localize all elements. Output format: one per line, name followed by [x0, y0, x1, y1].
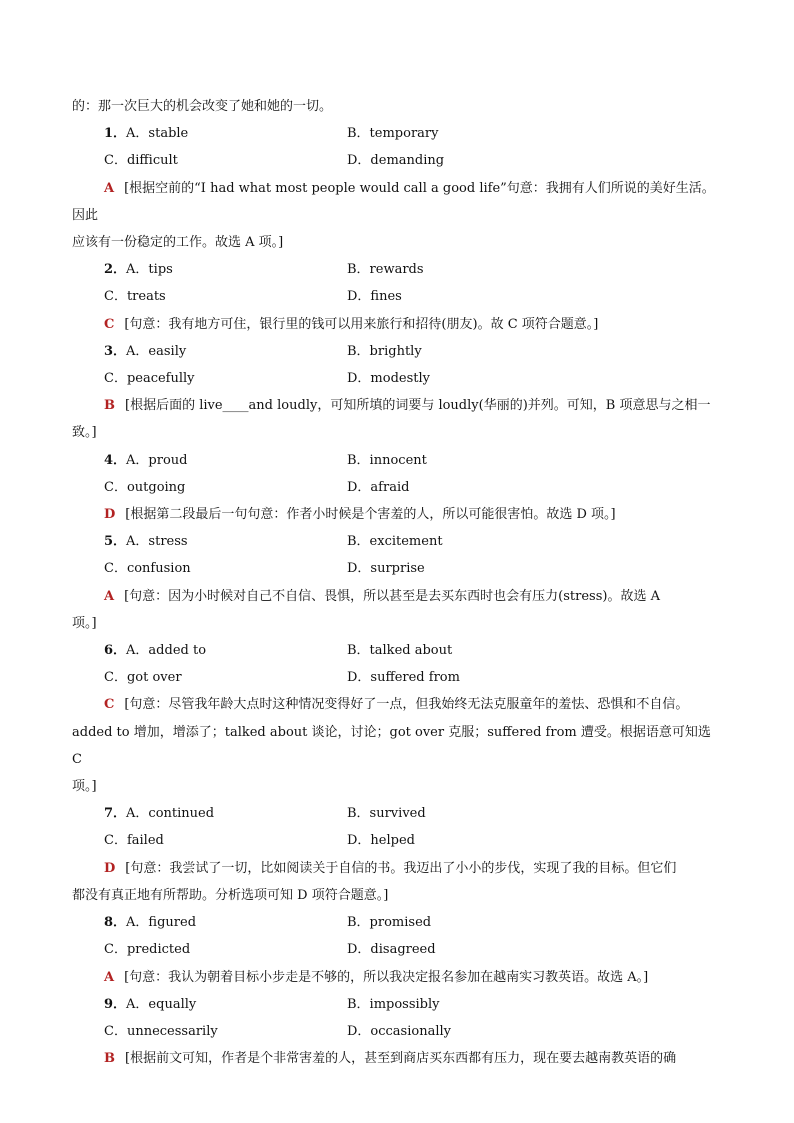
option-text: D．demanding [347, 153, 445, 169]
option-b [347, 909, 431, 936]
option-text: A．added to [126, 643, 207, 659]
option-text: C．peacefully [104, 371, 195, 387]
option-text: C．difficult [104, 153, 178, 169]
option-text: D．afraid [347, 479, 410, 495]
explanation-text: [句意：我有地方可住，银行里的钱可以用来旅行和招待(朋友)。故 C 项符合题意。] [124, 316, 599, 332]
option-b [347, 991, 440, 1018]
document-content [72, 93, 724, 1072]
option-text: B．brightly [347, 343, 422, 359]
option-b [347, 637, 452, 664]
option-a [104, 800, 347, 827]
option-c [104, 283, 347, 310]
answer-line [72, 175, 724, 229]
option-text: D．surprise [347, 561, 425, 577]
option-text: B．innocent [347, 452, 427, 468]
option-b [347, 800, 426, 827]
option-text: C．treats [104, 289, 166, 305]
option-text: C．outgoing [104, 479, 186, 495]
question-number: 7． [104, 806, 127, 822]
option-a [104, 120, 347, 147]
option-text: C．failed [104, 833, 164, 849]
answer-letter: A [104, 588, 115, 604]
explanation-continuation [72, 610, 724, 637]
option-text: A．tips [126, 262, 173, 278]
question-block [72, 120, 724, 256]
explanation-text: [句意：因为小时候对自己不自信、畏惧，所以甚至是去买东西时也会有压力(stress)。故选 A [124, 588, 660, 604]
answer-line [72, 392, 724, 419]
answer-letter: A [104, 180, 115, 196]
option-text: B．temporary [347, 126, 439, 142]
option-a [104, 256, 347, 283]
answer-line [72, 583, 724, 610]
option-c [104, 147, 347, 174]
answer-letter: C [104, 316, 115, 332]
option-row [72, 637, 724, 664]
question-number: 9． [104, 996, 127, 1012]
question-number: 6． [104, 643, 127, 659]
answer-letter: B [104, 1051, 115, 1067]
question-number: 2． [104, 262, 127, 278]
option-text: C．confusion [104, 561, 191, 577]
intro-text: 的：那一次巨大的机会改变了她和她的一切。 [72, 99, 333, 114]
answer-letter: B [104, 398, 115, 414]
option-d [347, 474, 409, 501]
option-row [72, 528, 724, 555]
option-text: A．equally [126, 996, 197, 1012]
option-text: D．suffered from [347, 670, 460, 686]
question-number: 4． [104, 452, 127, 468]
option-row [72, 827, 724, 854]
question-number: 3． [104, 343, 127, 359]
question-block [72, 447, 724, 529]
option-a [104, 338, 347, 365]
option-row [72, 256, 724, 283]
explanation-text: 致。] [72, 425, 97, 441]
option-text: D．occasionally [347, 1023, 452, 1039]
option-b [347, 528, 443, 555]
answer-letter: C [104, 697, 115, 713]
option-c [104, 365, 347, 392]
answer-line [72, 691, 724, 718]
option-c [104, 474, 347, 501]
option-row [72, 555, 724, 582]
option-b [347, 447, 427, 474]
option-text: A．easily [126, 343, 187, 359]
option-text: B．excitement [347, 534, 443, 550]
option-c [104, 1018, 347, 1045]
option-text: C．predicted [104, 942, 191, 958]
explanation-text: [句意：我认为朝着目标小步走是不够的，所以我决定报名参加在越南实习教英语。故选 A。] [124, 969, 649, 985]
option-row [72, 991, 724, 1018]
question-block [72, 800, 724, 909]
option-row [72, 664, 724, 691]
explanation-text: 项。] [72, 615, 97, 631]
option-b [347, 338, 422, 365]
option-text: A．continued [126, 806, 215, 822]
option-text: B．rewards [347, 262, 424, 278]
option-c [104, 555, 347, 582]
question-list [72, 120, 724, 1072]
option-text: A．figured [126, 915, 197, 931]
option-d [347, 936, 436, 963]
option-b [347, 120, 438, 147]
option-row [72, 936, 724, 963]
explanation-continuation [72, 882, 724, 909]
option-text: A．stable [126, 126, 189, 142]
question-number: 8． [104, 915, 127, 931]
explanation-text: [句意：我尝试了一切，比如阅读关于自信的书。我迈出了小小的步伐，实现了我的目标。但它们 [125, 860, 677, 876]
explanation-continuation [72, 773, 724, 800]
option-row [72, 365, 724, 392]
option-text: A．stress [126, 534, 188, 550]
option-c [104, 936, 347, 963]
option-text: D．modestly [347, 371, 430, 387]
explanation-text: 都没有真正地有所帮助。分析选项可知 D 项符合题意。] [72, 887, 389, 903]
explanation-text: [根据后面的 live____and loudly，可知所填的词要与 loudly(华丽的)并列。可知，B 项意思与之相一 [125, 398, 711, 414]
option-text: C．unnecessarily [104, 1023, 218, 1039]
option-text: B．survived [347, 806, 426, 822]
option-row [72, 909, 724, 936]
option-row [72, 147, 724, 174]
option-row [72, 447, 724, 474]
answer-line [72, 1045, 724, 1072]
explanation-text: [根据第二段最后一句句意：作者小时候是个害羞的人，所以可能很害怕。故选 D 项。] [125, 507, 616, 523]
explanation-text: 应该有一份稳定的工作。故选 A 项。] [72, 235, 284, 251]
explanation-text: added to 增加，增添了；talked about 谈论，讨论；got over 克服；suffered from 遭受。根据语意可知选 C [72, 724, 711, 767]
option-d [347, 147, 444, 174]
option-text: D．fines [347, 289, 402, 305]
question-number: 5． [104, 534, 127, 550]
option-text: D．helped [347, 833, 415, 849]
option-c [104, 827, 347, 854]
option-text: B．impossibly [347, 996, 440, 1012]
option-text: C．got over [104, 670, 182, 686]
explanation-text: [根据空前的“I had what most people would call a good life”句意：我拥有人们所说的美好生活。因此 [72, 180, 715, 223]
explanation-continuation [72, 229, 724, 256]
option-a [104, 991, 347, 1018]
answer-line [72, 964, 724, 991]
explanation-text: [根据前文可知，作者是个非常害羞的人，甚至到商店买东西都有压力，现在要去越南教英语的确 [125, 1051, 677, 1067]
option-text: B．talked about [347, 643, 453, 659]
question-block [72, 637, 724, 800]
answer-line [72, 855, 724, 882]
question-block [72, 909, 724, 991]
answer-letter: D [104, 860, 116, 876]
option-d [347, 1018, 451, 1045]
question-block [72, 528, 724, 637]
option-b [347, 256, 424, 283]
option-row [72, 800, 724, 827]
option-a [104, 447, 347, 474]
option-d [347, 283, 402, 310]
option-row [72, 120, 724, 147]
option-text: A．proud [126, 452, 188, 468]
option-a [104, 528, 347, 555]
question-block [72, 256, 724, 338]
answer-letter: D [104, 507, 116, 523]
answer-line [72, 501, 724, 528]
option-d [347, 827, 415, 854]
option-text: B．promised [347, 915, 432, 931]
option-text: D．disagreed [347, 942, 436, 958]
answer-line [72, 311, 724, 338]
question-number: 1． [104, 126, 127, 142]
option-a [104, 909, 347, 936]
answer-letter: A [104, 969, 115, 985]
option-c [104, 664, 347, 691]
option-row [72, 283, 724, 310]
option-row [72, 474, 724, 501]
option-d [347, 365, 430, 392]
explanation-continuation [72, 719, 724, 773]
question-block [72, 991, 724, 1073]
option-a [104, 637, 347, 664]
option-d [347, 555, 425, 582]
option-row [72, 338, 724, 365]
question-block [72, 338, 724, 447]
option-d [347, 664, 460, 691]
explanation-text: 项。] [72, 779, 97, 795]
explanation-continuation [72, 419, 724, 446]
option-row [72, 1018, 724, 1045]
explanation-text: [句意：尽管我年龄大点时这种情况变得好了一点，但我始终无法克服童年的羞怯、恐惧和不自信。 [124, 697, 689, 713]
